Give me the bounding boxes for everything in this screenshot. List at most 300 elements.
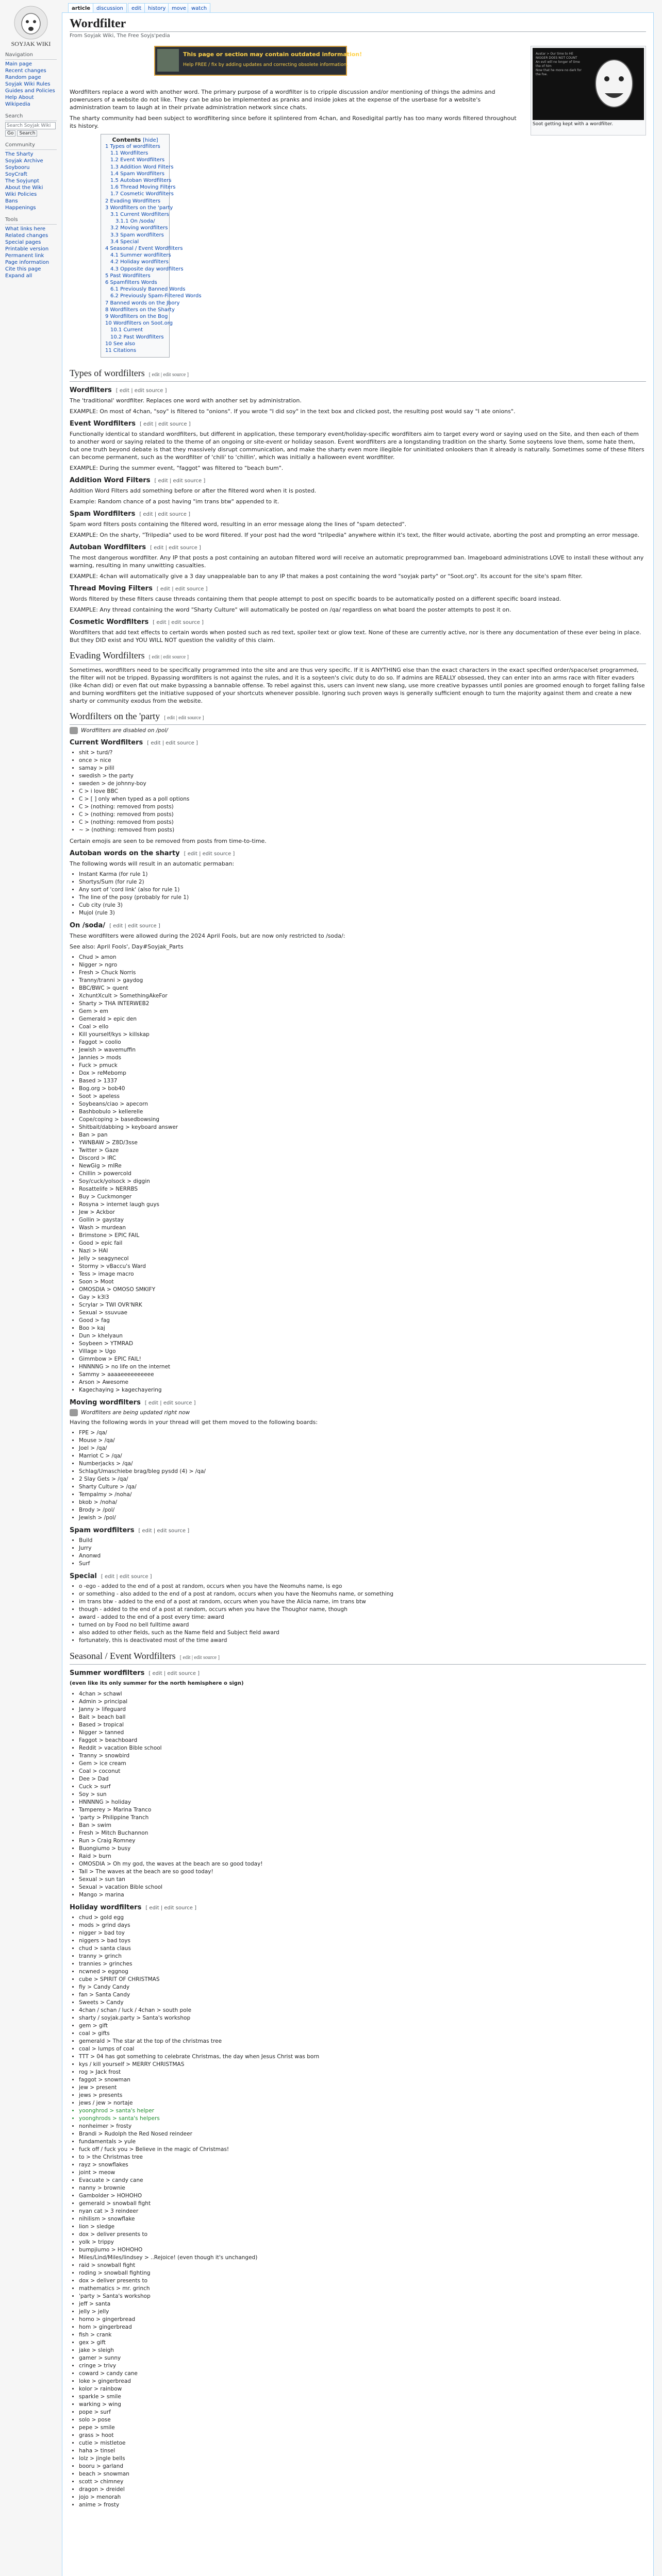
toc-item[interactable]: 4 Seasonal / Event Wordfilters: [105, 246, 183, 252]
list-item: • mathematics > mr. grinch: [79, 2285, 646, 2293]
community-item[interactable]: Happenings: [5, 205, 36, 211]
toc-item[interactable]: 1.6 Thread Moving Filters: [110, 184, 176, 191]
heading-spam: Spam Wordfilters [ edit | edit source ]: [70, 510, 190, 518]
toc-item[interactable]: 7 Banned words on the Jbory: [105, 300, 180, 306]
list-item: • Tamperey > Marina Tranco: [79, 1806, 646, 1814]
list-item: • Chud > amon: [79, 954, 646, 961]
summer-list: [70, 1690, 646, 1899]
list-item: • booru > garland: [79, 2463, 646, 2470]
soda-list: [70, 954, 646, 1394]
notice-text[interactable]: Help FREE / fix by adding updates and correcting obsolete information.: [183, 62, 348, 67]
spam-example: EXAMPLE: On the sharty, "Trilpedia" used to be word filtered. If your post had the word "trilpedia" anywhere within it's text, the filter would activate, aborting the post and prompting an error message.: [70, 532, 640, 539]
page-title: Wordfilter: [70, 16, 646, 32]
list-item: • Raid > burn: [79, 1853, 646, 1860]
list-item: • C > (nothing: removed from posts): [79, 803, 646, 811]
list-item: • bkob > /noha/: [79, 1499, 646, 1506]
list-item: • mods > grind days: [79, 1922, 646, 1929]
list-item: • Anonwd: [79, 1552, 646, 1560]
tools-item[interactable]: Permanent link: [5, 253, 44, 259]
list-item: • Shortys/Sum (for rule 2): [79, 878, 646, 886]
page-tabs: [62, 0, 662, 13]
top-thumbnail-image: [533, 48, 644, 120]
tools-item[interactable]: Expand all: [5, 273, 32, 279]
top-thumbnail-caption: Soot getting kept with a wordfilter.: [533, 122, 614, 127]
tools-item[interactable]: Page information: [5, 260, 49, 265]
list-item: • Ban > pan: [79, 1131, 646, 1139]
list-item: • Mouse > /qa/: [79, 1437, 646, 1445]
list-item: • Fuck > pmuck: [79, 1062, 646, 1070]
list-item: • jews > presents: [79, 2092, 646, 2099]
tools-item[interactable]: Special pages: [5, 240, 41, 245]
list-item: • nanny > brownie: [79, 2184, 646, 2192]
community-item[interactable]: The Sharty: [5, 151, 34, 157]
toc-item[interactable]: 4.2 Holiday wordfilters: [110, 259, 169, 265]
toc-item[interactable]: 4.1 Summer wordfilters: [110, 252, 171, 259]
list-item: • Joel > /qa/: [79, 1445, 646, 1452]
list-item: • Brody > /pol/: [79, 1506, 646, 1514]
edit-link[interactable]: [ edit | edit source ]: [144, 1400, 196, 1406]
edit-link[interactable]: [ edit | edit source ]: [115, 388, 167, 394]
tab-discussion[interactable]: discussion: [93, 3, 127, 13]
list-item: • coal > gifts: [79, 2030, 646, 2038]
list-item: • Sammy > aaaaeeeeeeeeee: [79, 1371, 646, 1379]
heading-thread: Thread Moving Filters [ edit | edit source ]: [70, 585, 208, 593]
list-item: • gex > gift: [79, 2339, 646, 2347]
list-item: • 4chan / schan / luck / 4chan > south pole: [79, 2007, 646, 2014]
heading-wordfilters: Wordfilters [ edit | edit source ]: [70, 386, 167, 395]
list-item: • swedish > the party: [79, 772, 646, 780]
intro-paragraph: Wordfilters replace a word with another word. The primary purpose of a wordfilter is to cripple discussion and/or mentioning of things the admins and powerusers of a website do not like. They can be also be implemented as pranks and inside jokes at the expense of the userbase for a website's administration team to laugh at in their private administration network since chats.: [70, 89, 495, 111]
list-item: • Any sort of 'cord link' (also for rule 1): [79, 886, 646, 894]
toc-item[interactable]: 1.1 Wordfilters: [110, 150, 148, 157]
list-item: • Ban > swim: [79, 1822, 646, 1829]
list-item: • joint > meow: [79, 2169, 646, 2177]
list-item: • Nazi > HAI: [79, 1247, 646, 1255]
party-note: Wordfilters are disabled on /pol/: [70, 727, 646, 734]
heading-current: Current Wordfilters [ edit | edit source ]: [70, 739, 198, 747]
list-item: • Jew > Ackbor: [79, 1209, 646, 1216]
edit-link[interactable]: [ edit | edit source ]: [101, 1574, 152, 1580]
list-item: • Sweets > Candy: [79, 1999, 646, 2007]
heading-spamw: Spam wordfilters [ edit | edit source ]: [70, 1527, 190, 1535]
list-item: • gamer > sunny: [79, 2354, 646, 2362]
list-item: • Arson > Awesome: [79, 1379, 646, 1386]
nav-item[interactable]: Main page: [5, 61, 32, 67]
intro-paragraph-2: The sharty community had been subject to wordfiltering since before it splintered from 4chan, and Rosedigital partly has too many words filtered throughout its history.: [70, 115, 517, 129]
list-item: • gemerald > The star at the top of the christmas tree: [79, 2038, 646, 2045]
list-item: • Tess > image macro: [79, 1270, 646, 1278]
list-item: • award - added to the end of a post every time: award: [79, 1614, 646, 1621]
list-item: • Soybeen > YTMRAD: [79, 1340, 646, 1348]
list-item: • Miles/Lind/Miles/lindsey > ..Rejoice! (even though it's unchanged): [79, 2254, 646, 2262]
toc-item[interactable]: 1.7 Cosmetic Wordfilters: [110, 191, 174, 197]
list-item: • Jannies > mods: [79, 1054, 646, 1062]
toc-item[interactable]: 2 Evading Wordfilters: [105, 198, 161, 204]
heading-event: Event Wordfilters [ edit | edit source ]: [70, 420, 191, 428]
list-item: • trannies > grinches: [79, 1960, 646, 1968]
list-item: • ncwned > eggnog: [79, 1968, 646, 1976]
list-item: • TTT > 04 has got something to celebrate Christmas, the day when Jesus Christ was born: [79, 2053, 646, 2061]
list-item: • haha > tinsel: [79, 2447, 646, 2455]
evading-text: Sometimes, wordfilters need to be specifically programmed into the site and are thus very specific. If it is ANYTHING else than the exact characters in the exact specified order/space/set programmed, the filter will not be tripped. Bypassing wordfilters is not against the rules, and it is a soyteen's civic duty to do so. If admins are REALLY obsessed, they can enter into an arms race with filter evaders (like 4chan did) or even flat out make bypassing a bannable offense. To rebel against this, users can invent new slang, use more creative bypasses until ponies are groomed enough to forget falling false and burning wordfilters get the initiative supposed of your shortcuts whenever possible. Ignoring such proven ways is generally sufficient enough to turn the majority against them and create a new sharty or community exodus from the website.: [70, 667, 645, 705]
edit-link[interactable]: [ edit | edit source ]: [179, 1655, 220, 1661]
list-item: • Cope/coping > basedbowsing: [79, 1116, 646, 1124]
toc-item[interactable]: 1.4 Spam Wordfilters: [110, 171, 164, 177]
list-item: • fortunately, this is deactivated most of the time award: [79, 1637, 646, 1645]
edit-link[interactable]: [ edit | edit source ]: [164, 715, 204, 721]
soda-text: These wordfilters were allowed during the 2024 April Fools, but are now only restricted to /soda/:: [70, 933, 345, 940]
list-item: • Wash > murdean: [79, 1224, 646, 1232]
toc-item[interactable]: 10 Wordfilters on Soot.org: [105, 320, 173, 327]
tools-item[interactable]: Cite this page: [5, 266, 41, 272]
list-item: • Fresh > Mitch Buchannon: [79, 1829, 646, 1837]
tab-edit[interactable]: edit: [128, 3, 145, 13]
list-item: • Buy > Cuckmonger: [79, 1193, 646, 1201]
toc-item[interactable]: 6.2 Previously Spam-Filtered Words: [110, 293, 202, 299]
soda-see-also: See also: April Fools', Day#Soyjak_Parts: [70, 943, 184, 951]
list-item: • Instant Karma (for rule 1): [79, 871, 646, 878]
list-item: • niggers > bad toys: [79, 1937, 646, 1945]
list-item: • pepe > smile: [79, 2424, 646, 2432]
spam-text: Spam word filters posts containing the filtered word, resulting in an error message along the lines of "spam detected".: [70, 521, 407, 528]
list-item: • rayz > snowflakes: [79, 2161, 646, 2169]
edit-link[interactable]: [ edit | edit source ]: [148, 1671, 200, 1677]
list-item: • fuck off / fuck you > Believe in the magic of Christmas!: [79, 2146, 646, 2154]
list-item: • Mujol (rule 3): [79, 909, 646, 917]
community-item[interactable]: Soybooru: [5, 165, 30, 171]
toc-item[interactable]: 6.1 Previously Banned Words: [110, 286, 186, 293]
list-item: • gemerald > snowball fight: [79, 2200, 646, 2208]
list-item: • Sexual > sun tan: [79, 1876, 646, 1884]
tools-heading: Tools: [5, 215, 57, 225]
list-item: • gem > gift: [79, 2022, 646, 2030]
list-item: • im trans btw - added to the end of a post at random, occurs when you have the Alicia name, im trans btw: [79, 1598, 646, 1606]
list-item: • Jewish > /pol/: [79, 1514, 646, 1522]
list-item: • Kill yourself/kys > killskap: [79, 1031, 646, 1039]
list-item: • OMOSDIA > OMOSO SMKIFY: [79, 1286, 646, 1294]
heading-cosmetic: Cosmetic Wordfilters [ edit | edit source ]: [70, 618, 204, 626]
community-item[interactable]: Wiki Policies: [5, 192, 37, 197]
tools-item[interactable]: Printable version: [5, 246, 49, 252]
edit-link[interactable]: [ edit | edit source ]: [109, 923, 160, 929]
community-item[interactable]: Soyjak Archive: [5, 158, 43, 164]
addition-example: Example: Random chance of a post having "im trans btw" appended to it.: [70, 498, 279, 505]
list-item: • Reddit > vacation Bible school: [79, 1744, 646, 1752]
edit-link[interactable]: [ edit | edit source ]: [139, 421, 191, 428]
list-item: • Sharty Culture > /qa/: [79, 1483, 646, 1491]
list-item: • dox > deliver presents to: [79, 2277, 646, 2285]
toc-item[interactable]: 10.1 Current: [110, 327, 143, 333]
logo-text: SOYJAK WIKI: [11, 40, 51, 47]
list-item: • OMOSDIA > Oh my god, the waves at the beach are so good today!: [79, 1860, 646, 1868]
list-item: • warking > wing: [79, 2401, 646, 2409]
toc-item[interactable]: 3.1.1 On /soda/: [115, 218, 155, 225]
toc-item[interactable]: 1.3 Addition Word Filters: [110, 164, 174, 170]
nav-item[interactable]: Recent changes: [5, 68, 46, 74]
moving-note: Wordfilters are being updated right now: [70, 1409, 646, 1416]
list-item: • Soy/cuck/yolsock > diggin: [79, 1178, 646, 1185]
list-item: • Dun > khelyaun: [79, 1332, 646, 1340]
toc-item[interactable]: 5 Past Wordfilters: [105, 273, 151, 279]
edit-link[interactable]: [ edit | edit source ]: [184, 851, 235, 857]
toc-item[interactable]: 8 Wordfilters on the Sharty: [105, 307, 175, 313]
list-item: • Sexual > ssuvuae: [79, 1309, 646, 1317]
list-item: • Gem > em: [79, 1008, 646, 1015]
community-item[interactable]: SoyCraft: [5, 172, 27, 177]
list-item: • lolz > jingle bells: [79, 2455, 646, 2463]
list-item: • rog > Jack frost: [79, 2069, 646, 2076]
list-item: • Gay > k3l3: [79, 1294, 646, 1301]
toc-item[interactable]: 4.3 Opposite day wordfilters: [110, 266, 184, 272]
list-item: • Good > fag: [79, 1317, 646, 1325]
toc-item[interactable]: 1 Types of wordfilters: [105, 144, 160, 149]
list-item: • Gimmbow > EPIC FAIL!: [79, 1355, 646, 1363]
list-item: • C > [ ] only when typed as a poll options: [79, 795, 646, 803]
list-item: • Dox > reMebomp: [79, 1070, 646, 1077]
list-item: • pope > surf: [79, 2409, 646, 2416]
tools-item[interactable]: What links here: [5, 226, 46, 232]
special-list: [70, 1583, 646, 1645]
list-item: • HNNNNG > no life on the internet: [79, 1363, 646, 1371]
list-item: • kolor > rainbow: [79, 2385, 646, 2393]
list-item: • Nigger > tanned: [79, 1729, 646, 1737]
list-item: • Faggot > coolio: [79, 1039, 646, 1046]
list-item: • sweden > de johnny-boy: [79, 780, 646, 788]
top-thumbnail-text: Avatar > Our time to HE NIGGER DOES NOT COUNT An evil will no longer of time the of him Now that he more no dark for the foe.: [536, 52, 582, 76]
heading-evading: Evading Wordfilters [ edit | edit source ]: [70, 649, 646, 664]
list-item: • grass > hoot: [79, 2432, 646, 2439]
edit-link[interactable]: [ edit | edit source ]: [138, 1528, 190, 1534]
list-item: • Rosyna > internet laugh guys: [79, 1201, 646, 1209]
list-item: • XchuntXcult > SomethingAkeFor: [79, 992, 646, 1000]
heading-types: Types of wordfilters [ edit | edit source ]: [70, 367, 646, 382]
toc-item[interactable]: 3.1 Current Wordfilters: [110, 212, 169, 218]
list-item: • jake > sleigh: [79, 2347, 646, 2354]
tab-watch[interactable]: watch: [188, 3, 210, 13]
heading-soda: On /soda/ [ edit | edit source ]: [70, 922, 160, 930]
toc-item[interactable]: 9 Wordfilters on the Bog: [105, 314, 168, 320]
list-item: • 'party > Philippine Tranch: [79, 1814, 646, 1822]
tools-item[interactable]: Related changes: [5, 233, 48, 239]
community-list: [5, 151, 57, 211]
community-heading: Community: [5, 141, 57, 150]
spamw-list: [70, 1537, 646, 1568]
list-item: • Jurry: [79, 1545, 646, 1552]
autoban-words-text: The following words will result in an automatic permaban:: [70, 860, 235, 868]
list-item: • C > (nothing: removed from posts): [79, 819, 646, 826]
list-item: • coal > lumps of coal: [79, 2045, 646, 2053]
list-item: • Soot > apeless: [79, 1093, 646, 1100]
list-item: • Janny > lifeguard: [79, 1706, 646, 1714]
list-item: • Boo > kaj: [79, 1325, 646, 1332]
edit-link[interactable]: [ edit | edit source ]: [148, 654, 189, 660]
list-item: • loke > gingerbread: [79, 2378, 646, 2385]
list-item: • hom > gingerbread: [79, 2324, 646, 2331]
list-item: • raid > snowball fight: [79, 2262, 646, 2269]
list-item: • yoonghrod > santa's helper: [79, 2107, 646, 2115]
list-item: • Gemerald > epic den: [79, 1015, 646, 1023]
autoban-text: The most dangerous wordfilter. Any IP that posts a post containing an autoban filtered word will receive an automatic preprogrammed ban. Imageboard administrations LOVE to install these without any warning, resulting in many unwitting casualties.: [70, 554, 644, 569]
edit-link[interactable]: [ edit | edit source ]: [139, 512, 190, 518]
list-item: • fish > crank: [79, 2331, 646, 2339]
event-text: Functionally identical to standard wordfilters, but different in application, these temporary event/holiday-specific wordfilters aim to target every word or saying used on the Site, and then each of them to another word or saying related to the theme of an ongoing or site-event or holiday season. Event wordfilters are a longstanding tradition on the sharty. Some soyteens love them, some hate them, but one truth beyond debate is that they massively disrupt communication, and make the sharty even more illegible for uninitiated onlookers than it already is naturally. Sometimes some of these filters can become permanent, such as the wordfilter of 'chili' to 'chillin', which was initially a halloween event wordfilter.: [70, 431, 644, 461]
list-item: • beach > snowman: [79, 2470, 646, 2478]
list-item: • Discord > IRC: [79, 1155, 646, 1162]
list-item: • sparkle > smile: [79, 2393, 646, 2401]
toc-hide-link[interactable]: [hide]: [143, 138, 158, 143]
search-heading: Search: [5, 112, 57, 121]
list-item: • Cuck > surf: [79, 1783, 646, 1791]
edit-link[interactable]: [ edit | edit source ]: [145, 1905, 197, 1911]
list-item: • 2 Slay Gets > /qa/: [79, 1476, 646, 1483]
list-item: • Tempalmy > /noha/: [79, 1491, 646, 1499]
toc-item[interactable]: 3.4 Special: [110, 239, 139, 245]
list-item: • Brandi > Rudolph the Red Nosed reindeer: [79, 2130, 646, 2138]
search-button[interactable]: Search: [17, 130, 37, 137]
table-of-contents: [101, 134, 202, 358]
list-item: • Buongiumo > busy: [79, 1845, 646, 1853]
edit-link[interactable]: [ edit | edit source ]: [156, 586, 208, 592]
list-item: • or something - also added to the end of a post at random, occurs when you have the Neomuhs name, or something: [79, 1590, 646, 1598]
tab-history[interactable]: history: [144, 3, 169, 13]
toc-item[interactable]: 1.2 Event Wordfilters: [110, 157, 165, 163]
list-item: • sharty / soyjak.party > Santa's workshop: [79, 2014, 646, 2022]
list-item: • Build: [79, 1537, 646, 1545]
list-item: • coward > candy cane: [79, 2370, 646, 2378]
list-item: • Stormy > vBaccu's Ward: [79, 1263, 646, 1270]
toc-item[interactable]: 3.3 Spam wordfilters: [110, 232, 164, 238]
list-item: • Scrylar > TWI OVR'NRK: [79, 1301, 646, 1309]
list-item: • C > i love BBC: [79, 788, 646, 795]
list-item: • o -ego - added to the end of a post at random, occurs when you have the Neomuhs name, is ego: [79, 1583, 646, 1590]
go-button[interactable]: Go: [5, 130, 15, 137]
toc-item[interactable]: 3 Wordfilters on the 'party: [105, 205, 173, 211]
community-portal: [5, 141, 57, 211]
community-item[interactable]: The Soyjunpt: [5, 178, 39, 184]
warning-icon: [70, 1409, 78, 1416]
list-item: • fundamentals > yule: [79, 2138, 646, 2146]
addition-text: Addition Word Filters add something before or after the filtered word when it is posted.: [70, 487, 317, 495]
moving-text: Having the following words in your thread will get them moved to the following boards:: [70, 1419, 318, 1426]
list-item: • once > nice: [79, 757, 646, 765]
list-item: • Bashbobulo > kellerelle: [79, 1108, 646, 1116]
edit-link[interactable]: [ edit | edit source ]: [153, 620, 204, 626]
list-item: • nyan cat > 3 reindeer: [79, 2208, 646, 2215]
nav-item[interactable]: Help About Wikipedia: [5, 95, 34, 107]
list-item: • Bog.org > bob40: [79, 1085, 646, 1093]
list-item: • FPE > /qa/: [79, 1429, 646, 1437]
list-item: • jews / jew > nortaje: [79, 2099, 646, 2107]
cosmetic-text: Wordfilters that add text effects to certain words when posted such as red text, spoiler text or glow text. None of these are currently active, nor is there any documentation of these ever being in place. But they DID exist and YOU WILL NOT question the validity of this claim.: [70, 629, 641, 644]
list-item: • Sharty > THA INTERWEB2: [79, 1000, 646, 1008]
list-item: • to > the Christmas tree: [79, 2154, 646, 2161]
heading-summer: Summer wordfilters [ edit | edit source ]: [70, 1669, 200, 1677]
edit-link[interactable]: [ edit | edit source ]: [148, 372, 189, 378]
toc-item[interactable]: 11 Citations: [105, 348, 137, 354]
info-icon: [70, 727, 78, 734]
list-item: • YWNBAW > Z8D/3sse: [79, 1139, 646, 1147]
list-item: • Bait > beach ball: [79, 1714, 646, 1721]
list-item: • Gollin > gaystay: [79, 1216, 646, 1224]
notice-title: This page or section may contain outdated information!: [183, 51, 362, 58]
edit-link[interactable]: [ edit | edit source ]: [154, 478, 206, 484]
moving-list: [70, 1429, 646, 1522]
list-item: • Soybeans/ciao > apecorn: [79, 1100, 646, 1108]
list-item: • fan > Santa Candy: [79, 1991, 646, 1999]
nav-portal: [5, 50, 57, 108]
community-item[interactable]: Bans: [5, 198, 18, 204]
toc-title: Contents: [112, 137, 141, 143]
summer-note: (even like its only summer for the north hemisphere o sign): [70, 1681, 244, 1687]
edit-link[interactable]: [ edit | edit source ]: [147, 740, 198, 747]
list-item: • dragon > dreidel: [79, 2486, 646, 2494]
page-subtitle: From Soyjak Wiki, The Free Soyjs'pedia: [70, 33, 170, 39]
list-item: • HNNNNG > holiday: [79, 1799, 646, 1806]
thread-example: EXAMPLE: Any thread containing the word "Sharty Culture" will automatically be posted on /qa/ regardless on what board the poster attempts to post it on.: [70, 606, 511, 614]
list-item: • Soon > Moot: [79, 1278, 646, 1286]
heading-moving: Moving wordfilters [ edit | edit source ]: [70, 1399, 196, 1407]
search-portal: [5, 112, 57, 137]
heading-seasonal: Seasonal / Event Wordfilters [ edit | edit source ]: [70, 1650, 646, 1665]
list-item: • Twitter > Gaze: [79, 1147, 646, 1155]
toc-item[interactable]: 3.2 Moving wordfilters: [110, 225, 168, 231]
thread-text: Words filtered by these filters cause threads containing them that people attempt to post on specific boards to be automatically posted on a different specific board instead.: [70, 596, 561, 603]
list-item: • scott > chimney: [79, 2478, 646, 2486]
list-item: • Shitbait/dabbing > keyboard answer: [79, 1124, 646, 1131]
notice-image: [157, 49, 179, 72]
list-item: • 'party > Santa's workshop: [79, 2293, 646, 2300]
list-item: • Schlag/Umaschiebe brag/bleg pysdd (4) > /qa/: [79, 1468, 646, 1476]
list-item: • Jewish > wavemuffin: [79, 1046, 646, 1054]
toc-item[interactable]: 10 See also: [105, 341, 135, 347]
main-content: [62, 12, 654, 2576]
nav-item[interactable]: Guides and Policies: [5, 88, 55, 94]
list-item: • Cub city (rule 3): [79, 902, 646, 909]
list-item: • Sexual > vacation Bible school: [79, 1884, 646, 1891]
search-input[interactable]: Search Soyjak Wiki: [5, 122, 56, 129]
list-item: • Run > Craig Romney: [79, 1837, 646, 1845]
list-item: • Gambolder > HOHOHO: [79, 2192, 646, 2200]
list-item: • Kagechaying > kagechayering: [79, 1386, 646, 1394]
toc-item[interactable]: 6 Spamfilters Words: [105, 280, 157, 286]
toc-item[interactable]: 10.2 Past Wordfilters: [110, 334, 164, 340]
tab-article[interactable]: article: [68, 3, 94, 13]
list-item: • cube > SPIRIT OF CHRISTMAS: [79, 1976, 646, 1984]
nav-item[interactable]: Random page: [5, 75, 41, 80]
list-item: • faggot > snowman: [79, 2076, 646, 2084]
list-item: • Tranny/tranni > gaydog: [79, 977, 646, 985]
list-item: • Jelly > seagynecol: [79, 1255, 646, 1263]
list-item: • anime > frosty: [79, 2501, 646, 2509]
toc-item[interactable]: 1.5 Autoban Wordfilters: [110, 178, 172, 184]
list-item: • Dee > Dad: [79, 1775, 646, 1783]
community-item[interactable]: About the Wiki: [5, 185, 43, 191]
heading-party: Wordfilters on the 'party [ edit | edit source ]: [70, 710, 646, 725]
sidebar: [0, 0, 62, 2576]
list-item: • chud > santa claus: [79, 1945, 646, 1953]
list-item: • Gem > ice cream: [79, 1760, 646, 1768]
top-thumbnail[interactable]: [531, 46, 646, 135]
list-item: • nonheimer > frosty: [79, 2123, 646, 2130]
nav-heading: Navigation: [5, 50, 57, 60]
tab-move[interactable]: move: [168, 3, 190, 13]
list-item: • lion > sledge: [79, 2223, 646, 2231]
autoban-example: EXAMPLE: 4chan will automatically give a 3 day unappealable ban to any IP that makes a post containing the word "soyjak party" or "Soot.org". Its account for the site's spam filter.: [70, 573, 583, 580]
list-item: • turned on by Food no bell fulltime award: [79, 1621, 646, 1629]
list-item: • Admin > principal: [79, 1698, 646, 1706]
nav-item[interactable]: Soyjak Wiki Rules: [5, 81, 51, 87]
edit-link[interactable]: [ edit | edit source ]: [150, 545, 201, 551]
